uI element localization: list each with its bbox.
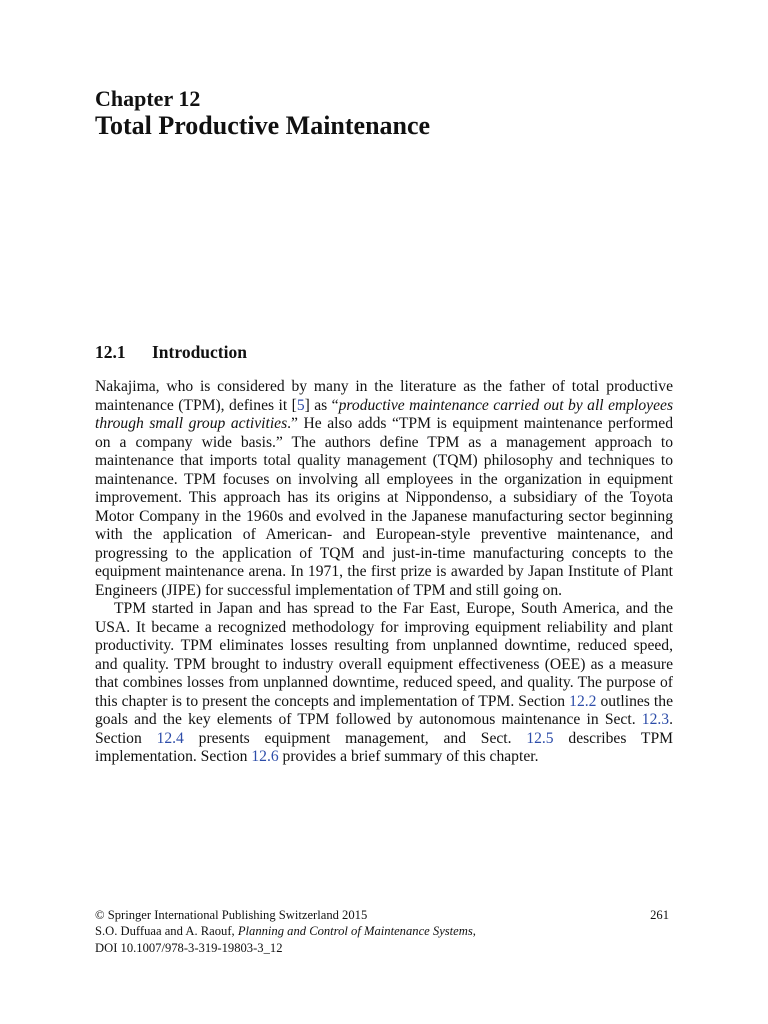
citation-link-5[interactable]: 5 — [296, 396, 305, 414]
chapter-title: Total Productive Maintenance — [95, 111, 431, 140]
section-link-12-6[interactable]: 12.6 — [251, 748, 279, 765]
paragraph-1-text: ] as “ — [304, 396, 339, 414]
section-number: 12.1 — [95, 342, 126, 362]
paragraph-2-text: outlines the goals and the key elements of TPM followed by autonomous maintenance in Sect. — [95, 692, 673, 728]
paragraph-2-text: describes TPM implementation. Section — [95, 729, 673, 765]
italic-quote: productive maintenance carried out by all employees through small group activities — [95, 396, 674, 432]
authors-line — [95, 923, 673, 939]
paragraph-1-text: Nakajima, who is considered by many in the literature as the father of total productive maintenance (TPM), defines it [ — [95, 378, 673, 414]
section-link-12-4[interactable]: 12.4 — [156, 729, 184, 747]
section-link-12-2[interactable]: 12.2 — [569, 692, 597, 710]
chapter-label: Chapter 12 — [95, 86, 201, 111]
paragraph-2-text: TPM started in Japan and has spread to the Far East, Europe, South America, and the USA. It became a recognized methodology for improving equipment reliability and plant productivity. TPM eliminates losses resulting from unplanned downtime, reduced speed, and quality. TPM brought to industry overall equipment effectiveness (OEE) as a measure that combines losses from unplanned downtime, reduced speed, and quality. The purpose of this chapter is to present the concepts and implementation of TPM. Section — [95, 600, 673, 710]
page-number: 261 — [650, 908, 669, 922]
doi-line: DOI 10.1007/978-3-319-19803-3_12 — [95, 940, 283, 955]
paragraph-1 — [95, 378, 673, 600]
paragraph-2-text: provides a brief summary of this chapter. — [278, 748, 539, 765]
book-title: Planning and Control of Maintenance Systems — [237, 924, 473, 939]
body-text — [95, 378, 673, 767]
paragraph-1-text: .” He also adds “TPM is equipment maintenance performed on a company wide basis.” The authors define TPM as a management approach to maintenance that imports total quality management (TQM) philosophy and techniques to maintenance. TPM focuses on involving all employees in the organization in equipment improvement. This approach has its origins at Nippondenso, a subsidiary of the Toyota Motor Company in the 1960s and evolved in the Japanese manufacturing sector beginning with the application of American- and European-style preventive maintenance, and progressing to the application of TQM and just-in-time manufacturing concepts to the equipment maintenance arena. In 1971, the first prize is awarded by Japan Institute of Plant Engineers (JIPE) for successful implementation of TPM and still going on. — [95, 415, 674, 599]
section-link-12-5[interactable]: 12.5 — [526, 729, 554, 747]
authors-text: S.O. Duffuaa and A. Raouf, — [95, 924, 238, 939]
authors-suffix: , — [472, 924, 476, 939]
section-heading — [95, 342, 247, 363]
paragraph-2-text: . Section — [95, 711, 673, 747]
section-link-12-3[interactable]: 12.3 — [641, 711, 670, 728]
section-title: Introduction — [152, 342, 247, 362]
page-footer — [95, 907, 673, 956]
paragraph-2 — [95, 600, 673, 767]
paragraph-2-text: presents equipment management, and Sect. — [183, 729, 527, 747]
copyright-line: © Springer International Publishing Switzerland 2015 — [95, 908, 368, 922]
